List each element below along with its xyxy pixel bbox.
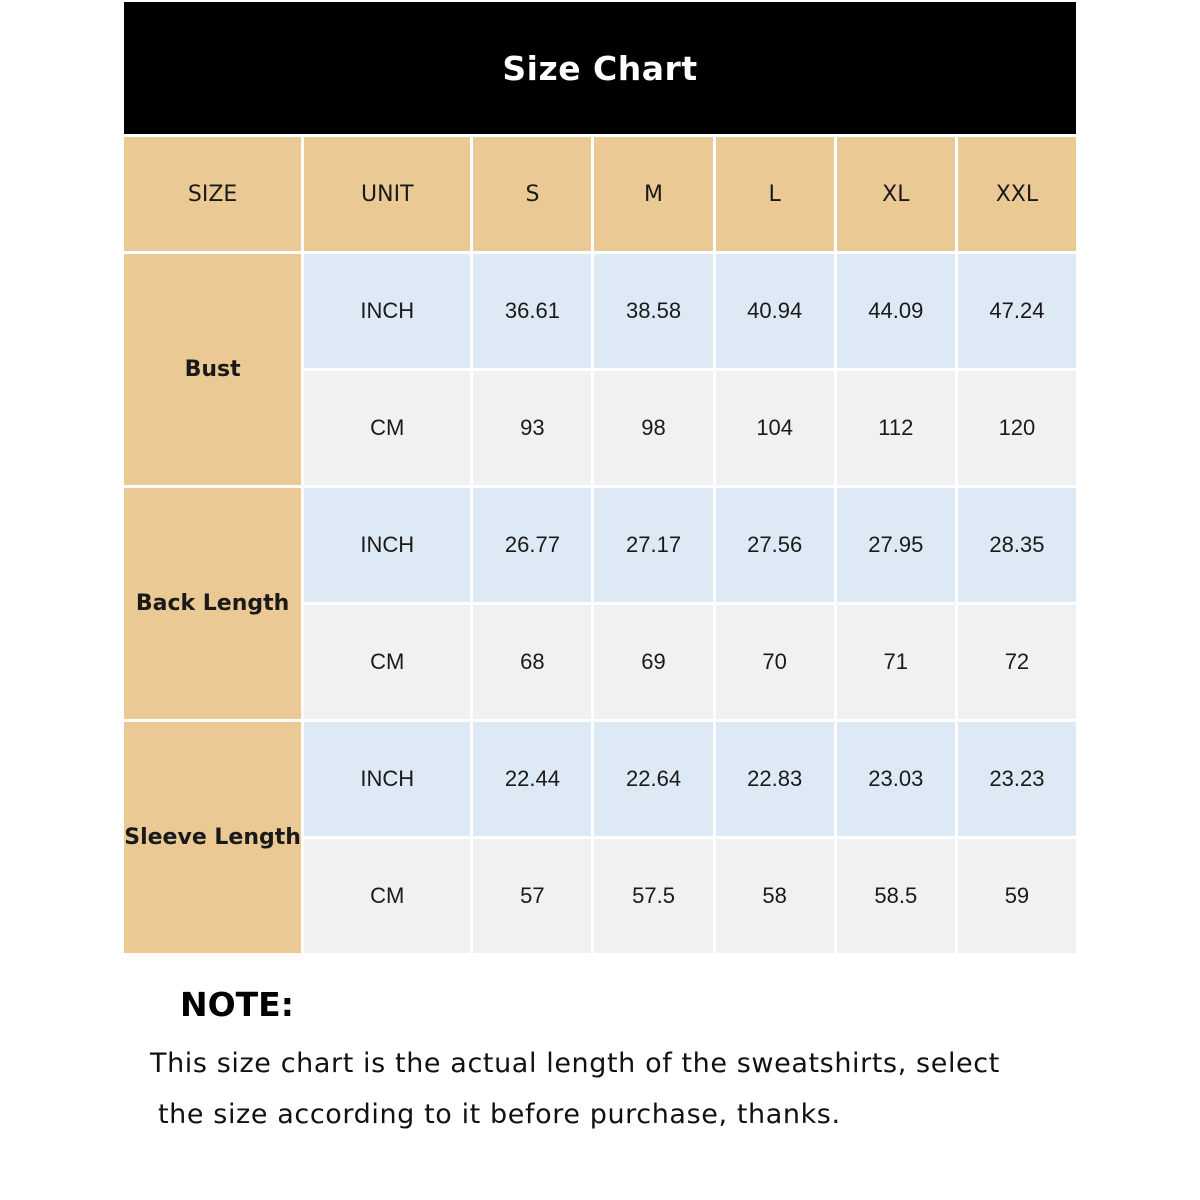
header-row bbox=[124, 137, 1076, 251]
value-cell: 72 bbox=[958, 605, 1076, 719]
unit-cell: INCH bbox=[304, 488, 470, 602]
unit-cell: CM bbox=[304, 371, 470, 485]
value-cell: 22.44 bbox=[473, 722, 591, 836]
value-cell: 69 bbox=[594, 605, 712, 719]
value-cell: 71 bbox=[837, 605, 955, 719]
value-cell: 44.09 bbox=[837, 254, 955, 368]
value-cell: 27.95 bbox=[837, 488, 955, 602]
value-cell: 36.61 bbox=[473, 254, 591, 368]
value-cell: 70 bbox=[716, 605, 834, 719]
value-cell: 58.5 bbox=[837, 839, 955, 953]
table-row bbox=[124, 488, 1076, 602]
value-cell: 59 bbox=[958, 839, 1076, 953]
measure-label: Sleeve Length bbox=[124, 722, 301, 953]
value-cell: 23.03 bbox=[837, 722, 955, 836]
value-cell: 38.58 bbox=[594, 254, 712, 368]
value-cell: 68 bbox=[473, 605, 591, 719]
unit-cell: INCH bbox=[304, 254, 470, 368]
value-cell: 112 bbox=[837, 371, 955, 485]
unit-header: UNIT bbox=[304, 137, 470, 251]
size-l-header: L bbox=[716, 137, 834, 251]
measure-label: Back Length bbox=[124, 488, 301, 719]
note-text bbox=[150, 1038, 1070, 1140]
value-cell: 47.24 bbox=[958, 254, 1076, 368]
size-xxl-header: XXL bbox=[958, 137, 1076, 251]
unit-cell: CM bbox=[304, 839, 470, 953]
size-s-header: S bbox=[473, 137, 591, 251]
value-cell: 27.17 bbox=[594, 488, 712, 602]
value-cell: 58 bbox=[716, 839, 834, 953]
value-cell: 26.77 bbox=[473, 488, 591, 602]
size-header: SIZE bbox=[124, 137, 301, 251]
value-cell: 98 bbox=[594, 371, 712, 485]
unit-cell: CM bbox=[304, 605, 470, 719]
value-cell: 104 bbox=[716, 371, 834, 485]
size-table bbox=[121, 134, 1079, 956]
note-line-1: This size chart is the actual length of the sweatshirts, select bbox=[150, 1048, 1000, 1079]
note-line-2: the size according to it before purchase, thanks. bbox=[158, 1099, 841, 1130]
value-cell: 27.56 bbox=[716, 488, 834, 602]
note-heading: NOTE: bbox=[180, 985, 294, 1024]
value-cell: 40.94 bbox=[716, 254, 834, 368]
size-m-header: M bbox=[594, 137, 712, 251]
value-cell: 22.83 bbox=[716, 722, 834, 836]
value-cell: 57 bbox=[473, 839, 591, 953]
value-cell: 120 bbox=[958, 371, 1076, 485]
value-cell: 57.5 bbox=[594, 839, 712, 953]
unit-cell: INCH bbox=[304, 722, 470, 836]
size-xl-header: XL bbox=[837, 137, 955, 251]
size-chart bbox=[124, 2, 1076, 956]
value-cell: 23.23 bbox=[958, 722, 1076, 836]
value-cell: 28.35 bbox=[958, 488, 1076, 602]
table-row bbox=[124, 254, 1076, 368]
table-row bbox=[124, 722, 1076, 836]
value-cell: 93 bbox=[473, 371, 591, 485]
value-cell: 22.64 bbox=[594, 722, 712, 836]
chart-title: Size Chart bbox=[124, 2, 1076, 134]
measure-label: Bust bbox=[124, 254, 301, 485]
